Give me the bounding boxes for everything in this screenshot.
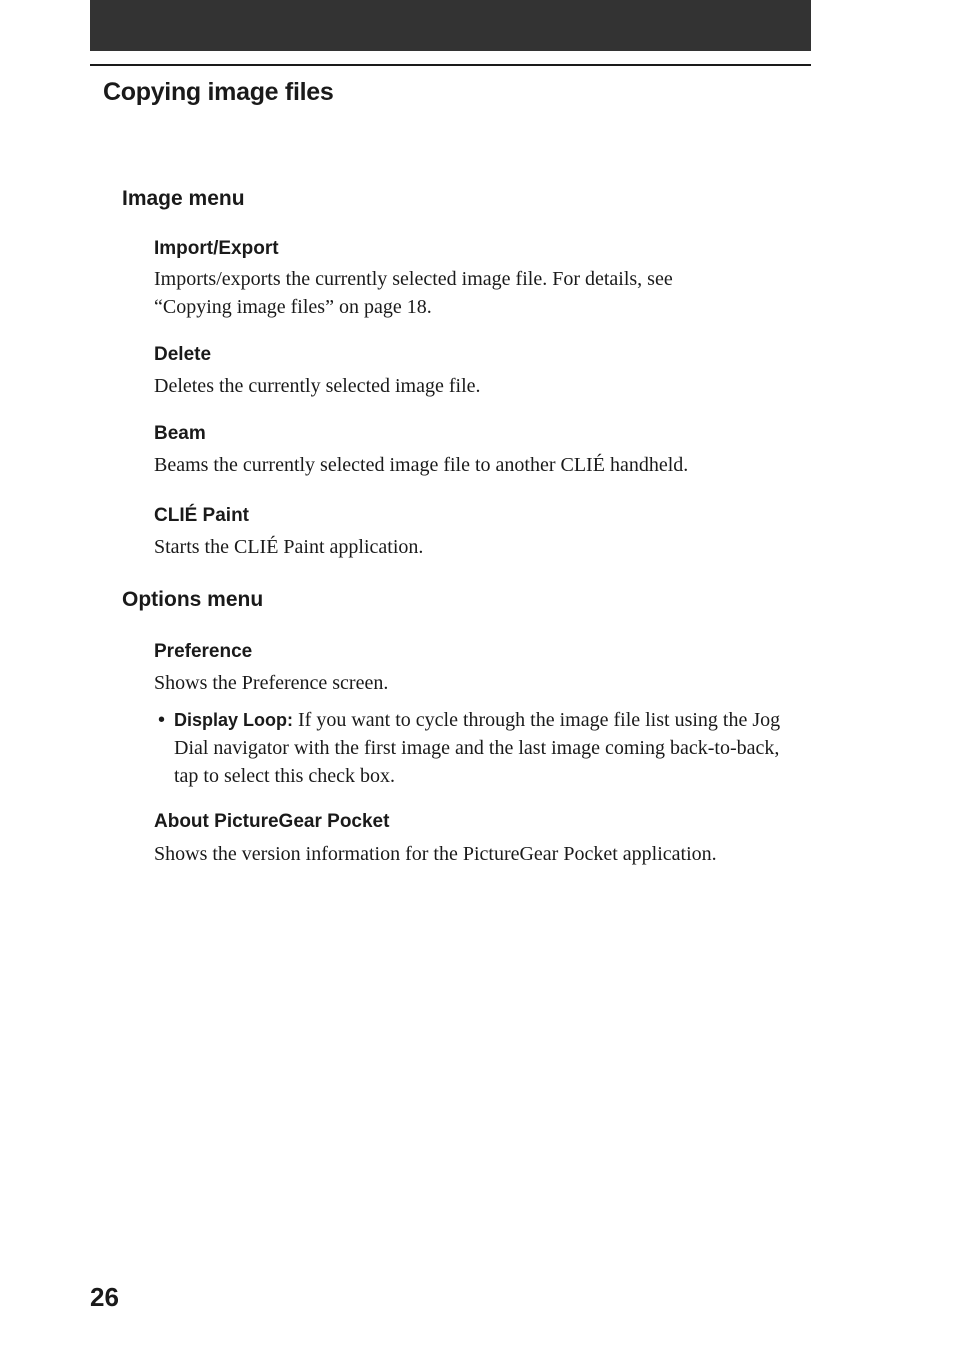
item-heading-beam: Beam	[154, 423, 206, 444]
bullet-mark: •	[158, 709, 166, 731]
item-text-clie-paint: Starts the CLIÉ Paint application.	[154, 536, 424, 558]
page-number: 26	[90, 1282, 119, 1312]
item-text-delete: Deletes the currently selected image file.	[154, 375, 481, 397]
header-divider	[90, 64, 811, 66]
item-text-beam: Beams the currently selected image file to another CLIÉ handheld.	[154, 454, 689, 476]
section-heading-options-menu: Options menu	[122, 588, 264, 611]
bullet-term: Display Loop:	[174, 710, 294, 730]
bullet-display-loop	[158, 706, 808, 790]
bullet-description: If you want to cycle through the image file list using the Jog Dial navigator with the first image and the last image coming back-to-back, tap to select this check box.	[174, 709, 781, 787]
bullet-body	[174, 706, 808, 790]
item-heading-preference: Preference	[154, 641, 253, 662]
item-text-preference: Shows the Preference screen.	[154, 672, 389, 694]
header-bar	[90, 0, 811, 51]
item-heading-clie-paint: CLIÉ Paint	[154, 505, 250, 526]
section-heading-image-menu: Image menu	[122, 187, 245, 210]
item-heading-delete: Delete	[154, 344, 212, 365]
item-text-import-export: Imports/exports the currently selected image file. For details, see “Copying image files” on page 18.	[154, 268, 673, 318]
page-title: Copying image files	[103, 78, 334, 106]
item-heading-import-export: Import/Export	[154, 238, 279, 259]
item-heading-about: About PictureGear Pocket	[154, 811, 390, 832]
item-text-about: Shows the version information for the PictureGear Pocket application.	[154, 843, 717, 865]
